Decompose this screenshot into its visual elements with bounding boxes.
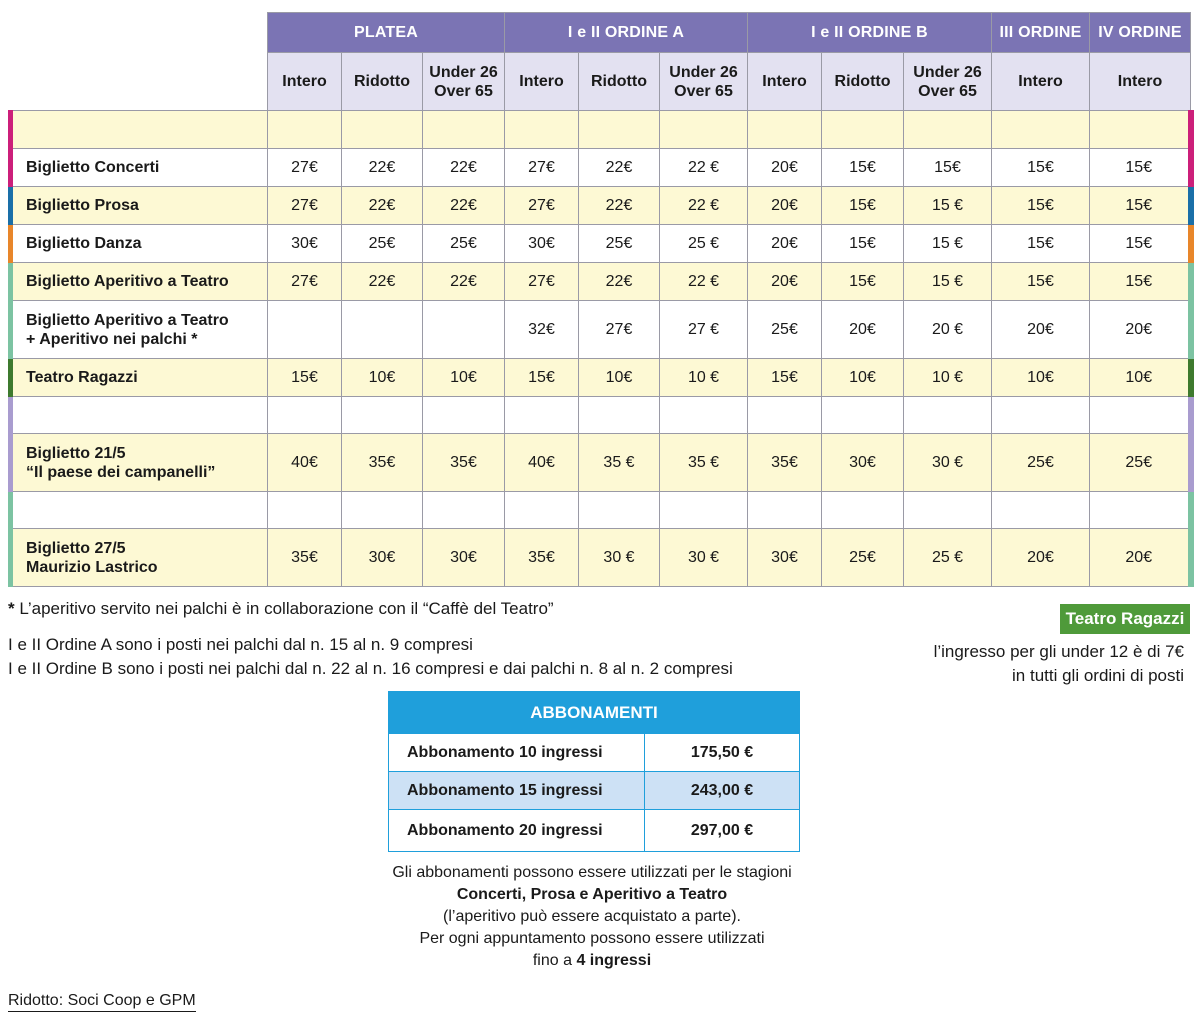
- subcolumn-header: Intero: [268, 53, 342, 111]
- price-cell: [822, 397, 904, 434]
- price-cell: 10€: [423, 359, 505, 397]
- price-row: [11, 397, 1191, 434]
- price-cell: [579, 492, 660, 529]
- price-cell: 15 €: [904, 263, 992, 301]
- price-cell: 20€: [1090, 529, 1191, 587]
- price-cell: 15€: [1090, 149, 1191, 187]
- abbonamento-row: [389, 772, 800, 810]
- price-cell: 40€: [268, 434, 342, 492]
- price-row: [11, 301, 1191, 359]
- price-cell: [342, 492, 423, 529]
- subcolumn-header: Ridotto: [342, 53, 423, 111]
- price-cell: [822, 492, 904, 529]
- price-cell: 25€: [1090, 434, 1191, 492]
- price-row: [11, 359, 1191, 397]
- subcolumn-header: Intero: [1090, 53, 1191, 111]
- abbonamenti-note: [300, 862, 884, 972]
- price-cell: 20 €: [904, 301, 992, 359]
- price-cell: 20€: [992, 301, 1090, 359]
- price-cell: 27€: [268, 187, 342, 225]
- row-label: Biglietto 27/5 Maurizio Lastrico: [11, 529, 268, 587]
- row-label: Teatro Ragazzi: [11, 359, 268, 397]
- price-cell: [1090, 492, 1191, 529]
- price-cell: 40€: [505, 434, 579, 492]
- group-header: III ORDINE: [992, 13, 1090, 53]
- abbonamenti-table: [388, 691, 800, 852]
- subcolumn-header: Under 26 Over 65: [660, 53, 748, 111]
- header-corner: [11, 13, 268, 111]
- teatro-ragazzi-line1: l’ingresso per gli under 12 è di 7€: [933, 642, 1184, 661]
- abbonamento-price: 175,50 €: [645, 734, 800, 772]
- price-cell: 22€: [342, 187, 423, 225]
- price-cell: 20€: [748, 225, 822, 263]
- row-label: [11, 397, 268, 434]
- price-table: [8, 12, 1194, 587]
- subcolumn-header: Ridotto: [822, 53, 904, 111]
- price-table-body: [11, 111, 1191, 587]
- abbonamenti-title: ABBONAMENTI: [389, 692, 800, 734]
- price-cell: [579, 111, 660, 149]
- price-cell: [748, 492, 822, 529]
- price-cell: [660, 397, 748, 434]
- asterisk-note-text: L’aperitivo servito nei palchi è in collaborazione con il “Caffè del Teatro”: [14, 599, 554, 618]
- subcolumn-header: Under 26 Over 65: [423, 53, 505, 111]
- price-cell: [423, 492, 505, 529]
- price-row: [11, 492, 1191, 529]
- price-cell: [423, 111, 505, 149]
- price-cell: 10€: [1090, 359, 1191, 397]
- price-cell: 22 €: [660, 187, 748, 225]
- price-row: [11, 434, 1191, 492]
- price-cell: 22 €: [660, 149, 748, 187]
- price-cell: [992, 492, 1090, 529]
- abbonamento-price: 297,00 €: [645, 810, 800, 852]
- price-cell: [505, 111, 579, 149]
- price-cell: 22€: [423, 187, 505, 225]
- abbonamenti-note-line: Gli abbonamenti possono essere utilizzati per le stagioni: [392, 864, 792, 881]
- price-cell: 35 €: [579, 434, 660, 492]
- price-row: [11, 149, 1191, 187]
- price-cell: 35€: [268, 529, 342, 587]
- price-cell: 30€: [268, 225, 342, 263]
- price-cell: [904, 111, 992, 149]
- price-cell: [505, 397, 579, 434]
- price-cell: 10€: [992, 359, 1090, 397]
- price-cell: [268, 492, 342, 529]
- price-cell: [748, 397, 822, 434]
- price-cell: [748, 111, 822, 149]
- price-cell: 25€: [992, 434, 1090, 492]
- price-cell: [660, 492, 748, 529]
- price-cell: 15€: [992, 187, 1090, 225]
- price-cell: [992, 397, 1090, 434]
- price-cell: 25€: [748, 301, 822, 359]
- price-cell: 27 €: [660, 301, 748, 359]
- asterisk-mark: *: [8, 599, 15, 618]
- price-cell: 30€: [822, 434, 904, 492]
- price-row: [11, 111, 1191, 149]
- teatro-ragazzi-info: [934, 640, 1184, 688]
- price-cell: [342, 397, 423, 434]
- price-cell: 22€: [342, 263, 423, 301]
- price-cell: 20€: [748, 149, 822, 187]
- abbonamenti-note-prefix: fino a: [532, 952, 577, 969]
- row-label: Biglietto Concerti: [11, 149, 268, 187]
- price-cell: [579, 397, 660, 434]
- price-cell: 30€: [342, 529, 423, 587]
- price-cell: 20€: [1090, 301, 1191, 359]
- price-cell: 22€: [342, 149, 423, 187]
- group-header: I e II ORDINE A: [505, 13, 748, 53]
- row-label: Biglietto Aperitivo a Teatro + Aperitivo nei palchi *: [11, 301, 268, 359]
- price-cell: 15 €: [904, 187, 992, 225]
- price-row: [11, 225, 1191, 263]
- ordine-a-note: I e II Ordine A sono i posti nei palchi dal n. 15 al n. 9 compresi: [8, 635, 473, 654]
- abbonamenti-note-line: [300, 950, 884, 972]
- price-cell: [1090, 397, 1191, 434]
- row-label: [11, 111, 268, 149]
- subcolumn-header: Intero: [748, 53, 822, 111]
- row-label: Biglietto Prosa: [11, 187, 268, 225]
- price-cell: [822, 111, 904, 149]
- price-cell: 10€: [822, 359, 904, 397]
- price-cell: [268, 397, 342, 434]
- price-cell: [342, 111, 423, 149]
- abbonamenti-note-limit: 4 ingressi: [576, 952, 652, 969]
- group-header: IV ORDINE: [1090, 13, 1191, 53]
- price-cell: [660, 111, 748, 149]
- price-cell: 10€: [579, 359, 660, 397]
- price-cell: 22€: [423, 263, 505, 301]
- price-cell: 22€: [579, 187, 660, 225]
- price-row: [11, 529, 1191, 587]
- ordine-b-note: I e II Ordine B sono i posti nei palchi dal n. 22 al n. 16 compresi e dai palchi n. 8 al n. 2 compresi: [8, 659, 733, 678]
- price-cell: 15€: [1090, 263, 1191, 301]
- price-cell: [992, 111, 1090, 149]
- price-cell: 27€: [505, 263, 579, 301]
- price-cell: 10 €: [660, 359, 748, 397]
- price-cell: 22€: [579, 149, 660, 187]
- teatro-ragazzi-line2: in tutti gli ordini di posti: [1012, 666, 1184, 685]
- subcolumn-header: Under 26 Over 65: [904, 53, 992, 111]
- price-cell: 10€: [342, 359, 423, 397]
- abbonamento-price: 243,00 €: [645, 772, 800, 810]
- price-cell: 15€: [748, 359, 822, 397]
- price-cell: 25€: [822, 529, 904, 587]
- abbonamenti-note-line: (l’aperitivo può essere acquistato a parte).: [443, 908, 741, 925]
- price-cell: 35€: [342, 434, 423, 492]
- price-cell: 22€: [579, 263, 660, 301]
- group-header: PLATEA: [268, 13, 505, 53]
- price-cell: 15€: [822, 187, 904, 225]
- row-label: Biglietto 21/5 “Il paese dei campanelli”: [11, 434, 268, 492]
- price-cell: [1090, 111, 1191, 149]
- row-label: Biglietto Danza: [11, 225, 268, 263]
- abbonamento-row: [389, 810, 800, 852]
- price-cell: [904, 492, 992, 529]
- price-cell: 27€: [505, 187, 579, 225]
- price-row: [11, 263, 1191, 301]
- price-cell: 20€: [748, 187, 822, 225]
- price-cell: 15€: [505, 359, 579, 397]
- abbonamento-name: Abbonamento 15 ingressi: [389, 772, 645, 810]
- asterisk-note: [8, 599, 554, 619]
- price-cell: 30 €: [904, 434, 992, 492]
- price-cell: 20€: [992, 529, 1090, 587]
- price-cell: 15€: [822, 263, 904, 301]
- price-cell: 20€: [748, 263, 822, 301]
- price-cell: 25€: [423, 225, 505, 263]
- price-cell: 25 €: [660, 225, 748, 263]
- price-cell: 30€: [505, 225, 579, 263]
- price-cell: 15 €: [904, 225, 992, 263]
- price-cell: 10 €: [904, 359, 992, 397]
- price-cell: 15€: [1090, 225, 1191, 263]
- price-cell: 27€: [505, 149, 579, 187]
- price-cell: 30 €: [579, 529, 660, 587]
- price-cell: 25€: [342, 225, 423, 263]
- subcolumn-header: Intero: [505, 53, 579, 111]
- subcolumn-header: Ridotto: [579, 53, 660, 111]
- price-cell: [423, 301, 505, 359]
- price-cell: 35 €: [660, 434, 748, 492]
- price-cell: 15€: [992, 225, 1090, 263]
- price-cell: 25 €: [904, 529, 992, 587]
- price-cell: 15€: [992, 149, 1090, 187]
- price-cell: 35€: [423, 434, 505, 492]
- price-cell: [268, 111, 342, 149]
- price-cell: 22 €: [660, 263, 748, 301]
- price-row: [11, 187, 1191, 225]
- price-cell: 15€: [822, 149, 904, 187]
- price-cell: 30€: [748, 529, 822, 587]
- price-cell: 15€: [268, 359, 342, 397]
- price-cell: 22€: [423, 149, 505, 187]
- abbonamenti-note-seasons: Concerti, Prosa e Aperitivo a Teatro: [456, 886, 728, 903]
- abbonamento-name: Abbonamento 20 ingressi: [389, 810, 645, 852]
- price-cell: 27€: [579, 301, 660, 359]
- price-cell: 15€: [1090, 187, 1191, 225]
- abbonamento-name: Abbonamento 10 ingressi: [389, 734, 645, 772]
- price-cell: [423, 397, 505, 434]
- price-cell: 32€: [505, 301, 579, 359]
- row-label: [11, 492, 268, 529]
- price-cell: 15€: [992, 263, 1090, 301]
- price-cell: 20€: [822, 301, 904, 359]
- price-cell: [268, 301, 342, 359]
- group-header-row: [11, 13, 1191, 53]
- abbonamenti-note-line: Per ogni appuntamento possono essere utilizzati: [419, 930, 765, 947]
- ridotto-footnote: Ridotto: Soci Coop e GPM: [8, 992, 196, 1012]
- price-cell: 30€: [423, 529, 505, 587]
- price-cell: 27€: [268, 263, 342, 301]
- price-cell: [904, 397, 992, 434]
- teatro-ragazzi-badge: Teatro Ragazzi: [1060, 604, 1190, 634]
- price-cell: 30 €: [660, 529, 748, 587]
- abbonamento-row: [389, 734, 800, 772]
- row-label: Biglietto Aperitivo a Teatro: [11, 263, 268, 301]
- price-cell: 35€: [505, 529, 579, 587]
- price-cell: 15€: [904, 149, 992, 187]
- price-cell: 25€: [579, 225, 660, 263]
- price-cell: [342, 301, 423, 359]
- price-cell: 35€: [748, 434, 822, 492]
- price-cell: [505, 492, 579, 529]
- group-header: I e II ORDINE B: [748, 13, 992, 53]
- price-cell: 15€: [822, 225, 904, 263]
- price-cell: 27€: [268, 149, 342, 187]
- subcolumn-header: Intero: [992, 53, 1090, 111]
